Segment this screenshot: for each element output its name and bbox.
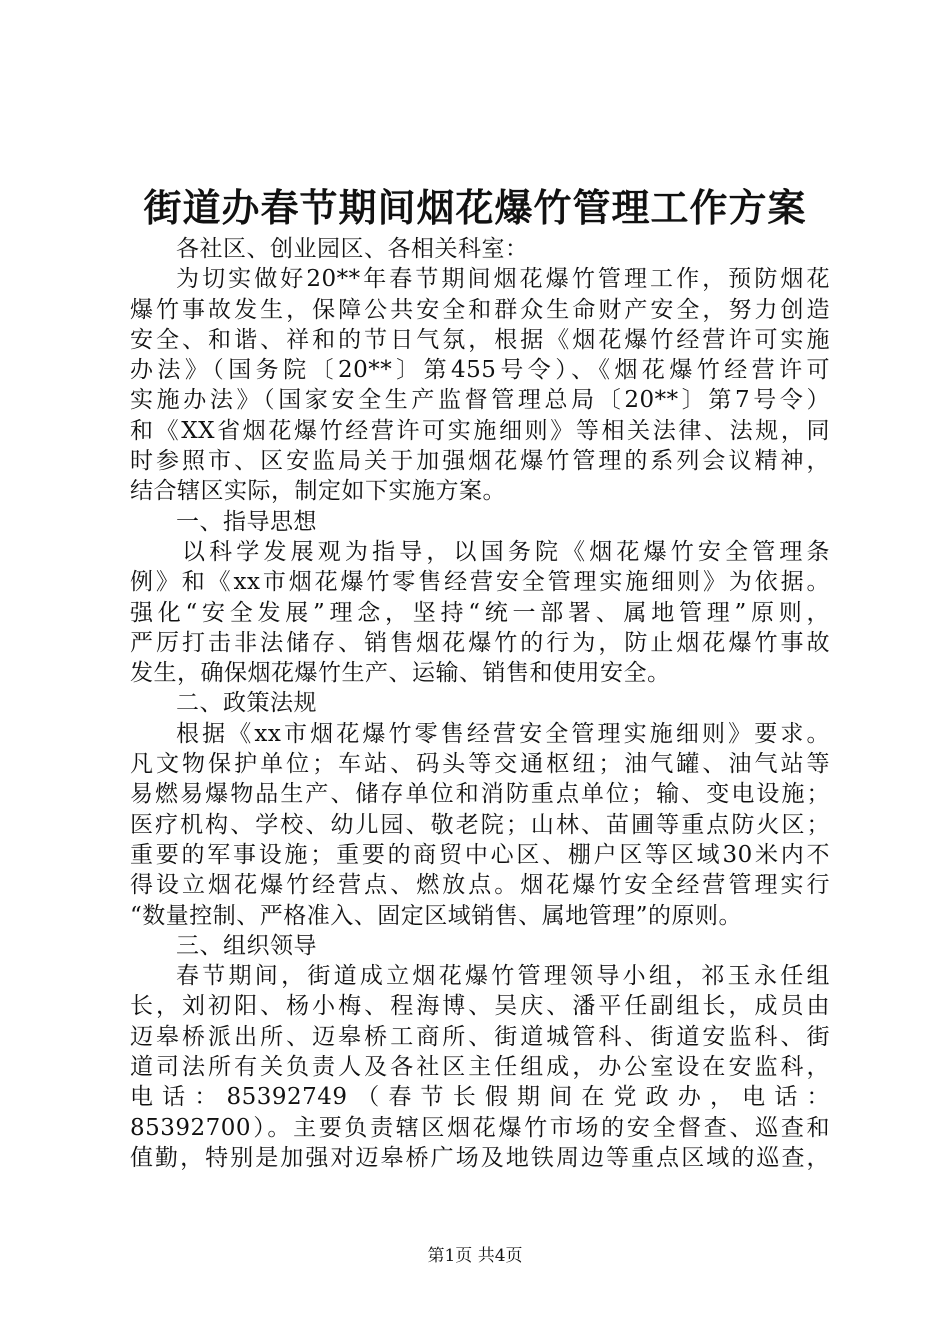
section-heading: 三、组织领导 bbox=[176, 932, 317, 959]
body-line: 85392700）。主要负责辖区烟花爆竹市场的安全督查、巡查和 bbox=[130, 1114, 830, 1141]
body-line: 长，刘初阳、杨小梅、程海博、吴庆、潘平任副组长，成员由 bbox=[130, 993, 830, 1020]
body-line: 和《XX省烟花爆竹经营许可实施细则》等相关法律、法规，同 bbox=[130, 417, 830, 444]
section-heading: 二、政策法规 bbox=[176, 690, 317, 717]
body-line: 强化“安全发展”理念，坚持“统一部署、属地管理”原则， bbox=[130, 599, 830, 626]
document-body bbox=[130, 234, 830, 1173]
body-line: 重要的军事设施；重要的商贸中心区、棚户区等区域30米内不 bbox=[130, 841, 830, 868]
body-line: 发生，确保烟花爆竹生产、运输、销售和使用安全。 bbox=[130, 660, 671, 687]
body-line: 春节期间，街道成立烟花爆竹管理领导小组，祁玉永任组 bbox=[176, 963, 830, 990]
body-line: 得设立烟花爆竹经营点、燃放点。烟花爆竹安全经营管理实行 bbox=[130, 872, 830, 899]
document-title: 街道办春节期间烟花爆竹管理工作方案 bbox=[143, 185, 807, 230]
page-footer: 第1页 共4页 bbox=[427, 1246, 523, 1266]
body-line: 爆竹事故发生，保障公共安全和群众生命财产安全，努力创造 bbox=[130, 296, 830, 323]
body-line: 为切实做好20**年春节期间烟花爆竹管理工作，预防烟花 bbox=[176, 266, 830, 293]
body-line: 道司法所有关负责人及各社区主任组成，办公室设在安监科， bbox=[130, 1054, 830, 1081]
body-line: 办法》（国务院〔20**〕第455号令）、《烟花爆竹经营许可 bbox=[130, 357, 830, 384]
body-line: 时参照市、区安监局关于加强烟花爆竹管理的系列会议精神， bbox=[130, 448, 830, 475]
body-line: 值勤，特别是加强对迈皋桥广场及地铁周边等重点区域的巡查， bbox=[130, 1144, 830, 1171]
body-line: 易燃易爆物品生产、储存单位和消防重点单位；输、变电设施； bbox=[130, 781, 830, 808]
body-line: 根据《xx市烟花爆竹零售经营安全管理实施细则》要求。 bbox=[176, 720, 830, 747]
body-line: 实施办法》（国家安全生产监督管理总局〔20**〕第7号令） bbox=[130, 387, 830, 414]
body-line: 凡文物保护单位；车站、码头等交通枢纽；油气罐、油气站等 bbox=[130, 751, 830, 778]
body-line: 结合辖区实际，制定如下实施方案。 bbox=[130, 478, 506, 505]
body-line: 电话：85392749（春节长假期间在党政办，电话： bbox=[130, 1084, 830, 1111]
body-line: 严厉打击非法储存、销售烟花爆竹的行为，防止烟花爆竹事故 bbox=[130, 629, 830, 656]
section-heading: 一、指导思想 bbox=[176, 508, 317, 535]
body-line: 例》和《xx市烟花爆竹零售经营安全管理实施细则》为依据。 bbox=[130, 569, 830, 596]
body-line: 安全、和谐、祥和的节日气氛，根据《烟花爆竹经营许可实施 bbox=[130, 326, 830, 353]
salutation-line: 各社区、创业园区、各相关科室： bbox=[176, 236, 529, 262]
body-line: “数量控制、严格准入、固定区域销售、属地管理”的原则。 bbox=[130, 902, 743, 929]
body-line: 以科学发展观为指导，以国务院《烟花爆竹安全管理条 bbox=[182, 538, 830, 565]
body-line: 医疗机构、学校、幼儿园、敬老院；山林、苗圃等重点防火区； bbox=[130, 811, 830, 838]
body-line: 迈皋桥派出所、迈皋桥工商所、街道城管科、街道安监科、街 bbox=[130, 1023, 830, 1050]
